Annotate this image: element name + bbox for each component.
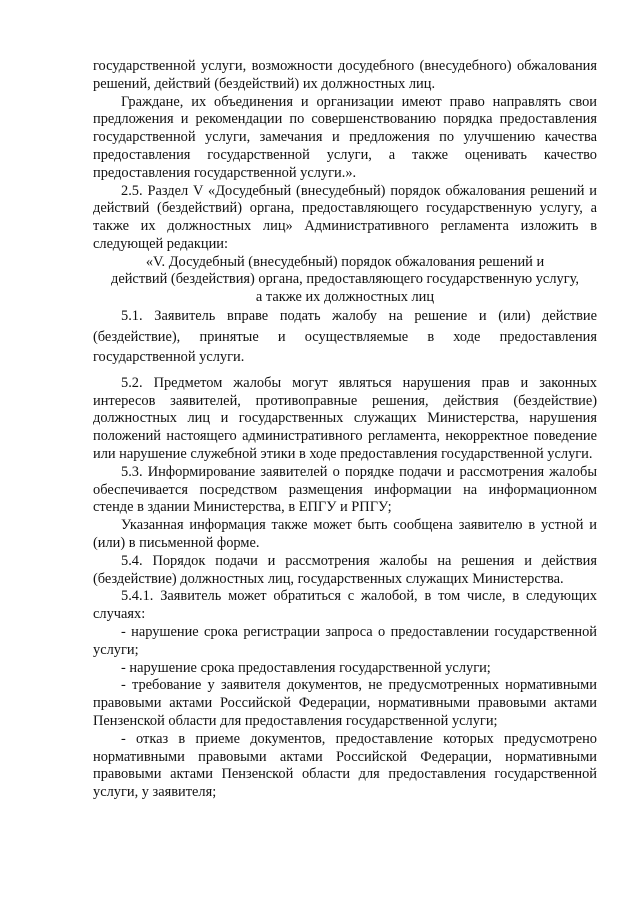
list-item-registration-deadline: - нарушение срока регистрации запроса о предоставлении государственной услуги; <box>93 623 597 658</box>
heading-line-1: «V. Досудебный (внесудебный) порядок обжалования решений и <box>145 253 545 270</box>
paragraph-5-2: 5.2. Предметом жалобы могут являться нарушения прав и законных интересов заявителей, противоправные решения, действия (бездействие) должностных лиц и государственных служащих Министерства, нарушения положений настоящего административного регламента, некорректное поведение или нарушение служебной этики в ходе предоставления государственной услуги. <box>93 374 597 462</box>
list-item-extra-documents: - требование у заявителя документов, не предусмотренных нормативными правовыми актами Российской Федерации, нормативными правовыми актами Пензенской области для предоставления государственной услуги; <box>93 677 597 729</box>
paragraph-5-4-1: 5.4.1. Заявитель может обратиться с жалобой, в том числе, в следующих случаях: <box>93 588 597 623</box>
document-page <box>93 58 597 802</box>
section-v-heading <box>93 254 597 307</box>
paragraph-info-oral-written: Указанная информация также может быть сообщена заявителю в устной и (или) в письменной форме. <box>93 517 597 551</box>
paragraph-citizens-rights: Граждане, их объединения и организации имеют право направлять свои предложения и рекомендации по совершенствованию порядка предоставления государственной услуги, замечания и предложения по улучшению качества предоставления государственной услуги, а также оценивать качество предоставления государственной услуги.». <box>93 93 597 181</box>
heading-line-3: а также их должностных лиц <box>255 288 435 305</box>
paragraph-5-1: 5.1. Заявитель вправе подать жалобу на решение и (или) действие (бездействие), принятые и осуществляемые в ходе предоставления государственной услуги. <box>93 308 597 366</box>
list-item-document-refusal: - отказ в приеме документов, предоставление которых предусмотрено нормативными правовыми актами Российской Федерации, нормативными правовыми актами Пензенской области для предоставления государственной услуги, у заявителя; <box>93 730 597 801</box>
paragraph-service-appeal-info: государственной услуги, возможности досудебного (внесудебного) обжалования решений, действий (бездействий) их должностных лиц. <box>93 58 597 92</box>
paragraph-5-4: 5.4. Порядок подачи и рассмотрения жалобы на решения и действия (бездействие) должностных лиц, государственных служащих Министерства. <box>93 552 597 587</box>
list-item-service-deadline: - нарушение срока предоставления государственной услуги; <box>121 659 491 676</box>
paragraph-section-2-5: 2.5. Раздел V «Досудебный (внесудебный) порядок обжалования решений и действий (бездействий) органа, предоставляющего государственную услугу, а также их должностных лиц» Административного регламента изложить в следующей редакции: <box>93 182 597 252</box>
heading-line-2: действий (бездействия) органа, предоставляющего государственную услугу, <box>111 271 579 288</box>
paragraph-5-3: 5.3. Информирование заявителей о порядке подачи и рассмотрения жалобы обеспечивается посредством размещения информации на информационном стенде в здании Министерства, в ЕПГУ и РПГУ; <box>93 463 597 516</box>
